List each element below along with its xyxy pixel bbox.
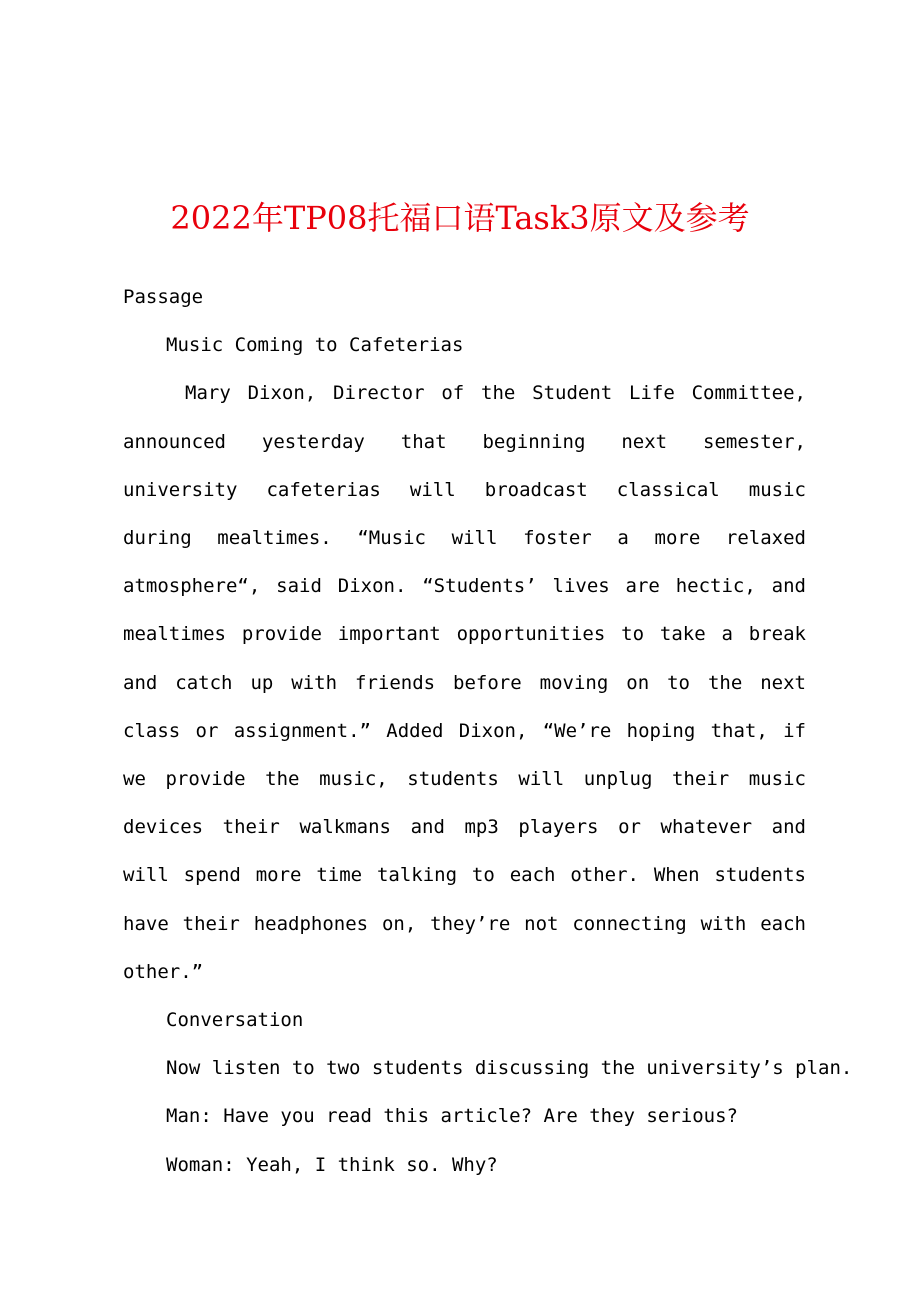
- conversation-label: Conversation: [166, 1009, 304, 1032]
- passage-label: Passage: [123, 286, 204, 308]
- passage-body: Mary Dixon, Director of the Student Life Committee, announced yesterday that beginning next semester, university cafeterias will broadcast classical music during mealtimes. “Music will foster a more relaxed atmosphere“, said Dixon. “Students’ lives are hectic, and mealtimes provide important opportunities to take a break and catch up with friends before moving on to the next class or assignment.” Added Dixon, “We’re hoping that, if we provide the music, students will unplug their music devices their walkmans and mp3 players or whatever and will spend more time talking to each other. When students have their headphones on, they’re not connecting with each other.”: [123, 382, 806, 983]
- dialogue-line-woman: Woman: Yeah, I think so. Why?: [166, 1153, 498, 1176]
- dialogue-line-man: Man: Have you read this article? Are they serious?: [166, 1105, 738, 1128]
- document-body: [123, 273, 853, 1189]
- passage-heading: Music Coming to Cafeterias: [166, 334, 464, 357]
- conversation-intro: Now listen to two students discussing the university’s plan.: [166, 1057, 853, 1080]
- document-title: 2022年TP08托福口语Task3原文及参考: [170, 199, 750, 237]
